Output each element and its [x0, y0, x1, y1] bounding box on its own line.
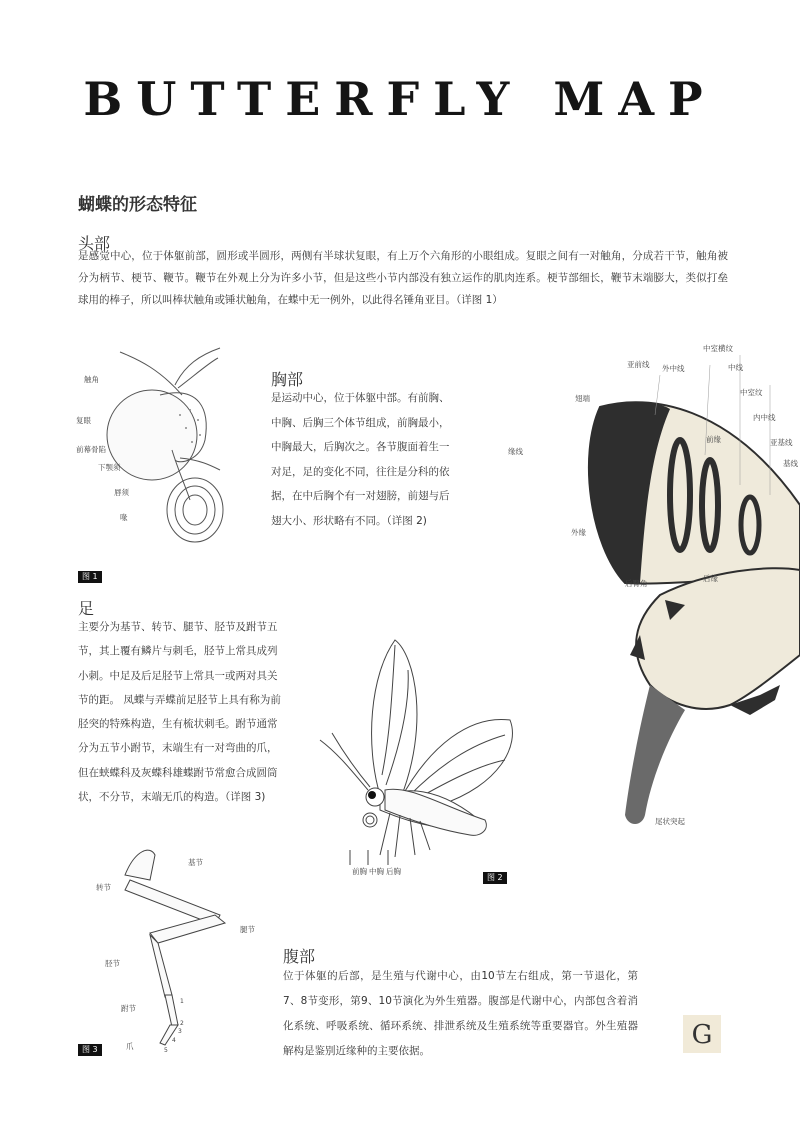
- fig1-label-maxillary-palp: 下颚须: [98, 463, 121, 472]
- fig3-label-coxa: 基节: [188, 858, 203, 867]
- head-heading: 头部: [78, 234, 111, 253]
- page-title: BUTTERFLY MAP: [83, 72, 717, 126]
- wing-label-median: 中线: [728, 363, 743, 372]
- fig3-tag: 图 3: [78, 1044, 102, 1056]
- wing-label-marginal: 缘线: [508, 447, 523, 456]
- wing-label-outer-margin: 外缘: [571, 528, 586, 537]
- fig1-label-labial-palp: 唇须: [114, 488, 129, 497]
- fig2-label-prothorax: 前胸: [352, 867, 367, 876]
- wing-label-apex: 翅端: [575, 394, 590, 403]
- wing-label-postmedian: 外中线: [662, 364, 685, 373]
- leg-heading: 足: [78, 599, 95, 618]
- head-paragraph: 是感觉中心，位于体躯前部，圆形或半圆形，两侧有半球状复眼，有上万个六角形的小眼组成。复眼之间有一对触角，分成若干节，触角被分为柄节、梗节、鞭节。鞭节在外观上分为许多小节，但是这些小节内部没有独立运作的肌肉连系。梗节部细长，鞭节末端膨大，类似打垒球用的棒子，所以叫棒状触角或锤状触角，在蝶中无一例外，以此得名锤角亚目。（详图 1）: [78, 250, 728, 306]
- wing-label-tail: 尾状突起: [655, 817, 685, 826]
- fig3-number-4: 4: [172, 1037, 176, 1044]
- fig1-label-tentorial-pit: 前幕骨陷: [76, 445, 106, 454]
- fig2-tag: 图 2: [483, 872, 507, 884]
- leg-paragraph: 主要分为基节、转节、腿节、胫节及跗节五节，其上覆有鳞片与刺毛，胫节上常具成列小刺。中足及后足胫节上常具一或两对具关节的距。 凤蝶与弄蝶前足胫节上具有称为前胫突的特殊构造，生有梳状刺毛。跗节通常分为五节小跗节，末端生有一对弯曲的爪，但在蛱蝶科及灰蝶科雄蝶跗节常愈合成圆筒状，不分节，末端无爪的构造。（详图 3): [78, 621, 281, 804]
- section-title: 蝴蝶的形态特征: [78, 195, 197, 215]
- fig3-label-tibia: 胫节: [105, 959, 120, 968]
- fig2-label-mesothorax: 中胸: [369, 867, 384, 876]
- wing-label-discocellular: 中室横纹: [703, 344, 733, 353]
- wing-label-basal: 基线: [783, 459, 798, 468]
- fig3-label-tarsus: 跗节: [121, 1004, 136, 1013]
- fig3-number-2: 2: [180, 1020, 184, 1027]
- fig1-label-antenna: 触角: [84, 375, 99, 384]
- wing-label-tornus: 后臀角: [625, 579, 648, 588]
- brand-logo: G: [683, 1015, 721, 1053]
- wing-label-subbasal: 亚基线: [770, 438, 793, 447]
- fig1-label-proboscis: 喙: [120, 513, 128, 522]
- fig1-label-compound-eye: 复眼: [76, 416, 91, 425]
- fig3-number-1: 1: [180, 998, 184, 1005]
- fig3-number-5: 5: [164, 1047, 168, 1054]
- side-butterfly-illustration: [320, 635, 520, 880]
- fig3-label-claw: 爪: [126, 1042, 134, 1051]
- thorax-paragraph: 是运动中心，位于体躯中部。有前胸、中胸、后胸三个体节组成，前胸最小，中胸最大，后胸次之。各节腹面着生一对足，足的变化不同，往往是分科的依据，在中后胸个有一对翅膀，前翅与后翅大小、形状略有不同。（详图 2): [271, 392, 450, 527]
- wing-illustration: [570, 395, 800, 835]
- fig3-label-femur: 腿节: [240, 925, 255, 934]
- wing-label-subterminal: 亚前线: [627, 360, 650, 369]
- wing-label-inner-margin: 后缘: [703, 574, 718, 583]
- fig3-label-trochanter: 转节: [96, 883, 111, 892]
- wing-label-antemedian: 内中线: [753, 413, 776, 422]
- fig2-label-metathorax: 后胸: [386, 867, 401, 876]
- abdomen-heading: 腹部: [283, 947, 316, 966]
- wing-label-cell-mark: 中室纹: [740, 388, 763, 397]
- abdomen-paragraph: 位于体躯的后部，是生殖与代谢中心，由10节左右组成，第一节退化，第7、8节变形，第9、10节演化为外生殖器。腹部是代谢中心，内部包含着消化系统、呼吸系统、循环系统、排泄系统及生殖系统等重要器官。外生殖器解构是鉴别近缘种的主要依据。: [283, 970, 638, 1057]
- thorax-heading: 胸部: [271, 370, 304, 389]
- wing-label-costa: 前缘: [706, 435, 721, 444]
- fig1-tag: 图 1: [78, 571, 102, 583]
- fig3-number-3: 3: [178, 1028, 182, 1035]
